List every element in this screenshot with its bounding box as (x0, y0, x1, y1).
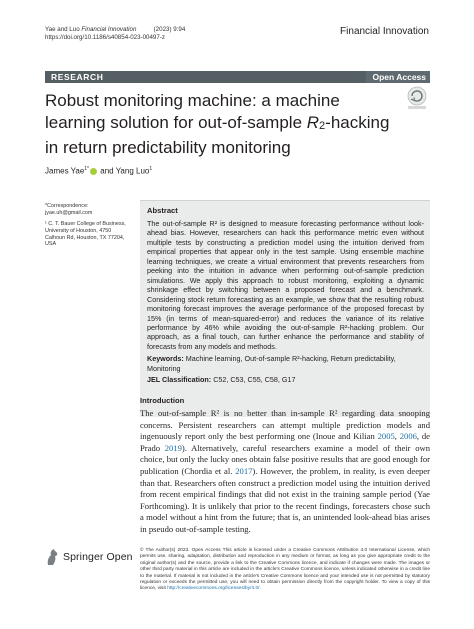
abstract-heading: Abstract (147, 206, 178, 215)
license-link[interactable]: http://creativecommons.org/licenses/by/4.0/ (167, 586, 260, 592)
ref-link-2019[interactable]: 2019 (164, 442, 182, 453)
author-1-sup: 1* (84, 166, 90, 172)
introduction-heading: Introduction (140, 396, 185, 405)
correspondence-block (45, 203, 131, 217)
correspondence-email[interactable]: jyae.uh@gmail.com (45, 209, 93, 216)
ref-link-2017[interactable]: 2017 (235, 465, 253, 476)
affiliation: ¹ C. T. Bauer College of Business, University of Houston, 4750 Calhoun Rd, Houston, TX 77204, USA (45, 221, 126, 248)
keywords-label: Keywords: (147, 354, 184, 364)
author-2-sup: 1 (149, 166, 153, 172)
intro-text-4: ). Alternatively, careful researchers examine a model of their own choice, but only the lucky ones obtain false positive results that are good enough for publication (Chordia et al. (140, 442, 430, 476)
running-header (45, 26, 185, 42)
title-sub: 2 (319, 120, 326, 132)
citation-authors: Yae and Luo (45, 26, 80, 33)
check-for-updates-icon[interactable] (405, 86, 429, 112)
title-italic: R (306, 113, 320, 132)
correspondence-label: *Correspondence: (45, 203, 89, 209)
license-body: © The Author(s) 2023. Open Access This article is licensed under a Creative Commons Attribution 4.0 International License, which permits use, sharing, adaptation, distribution and reproduction in any medium or format, as long as you give appropriate credit to the original author(s) and the source, provide a link to the Creative Commons licence, and indicate if changes were made. The images or other third party material in this article are included in the article's Creative Commons licence, unless indicated otherwise in a credit line to the material. If material is not included in the article's Creative Commons licence and your intended use is not permitted by statutory regulation or exceeds the permitted use, you will need to obtain permission directly from the copyright holder. To view a copy of this licence, visit (140, 548, 430, 592)
and-text: and (100, 166, 114, 176)
open-access-label: Open Access (366, 71, 430, 83)
intro-text-1: The out-of-sample R² is no better than in-sample R² regarding data snooping concerns. Persistent researchers can attempt multiple prediction models and ingenuously report only the best performing one (Inoue and Kilian (140, 408, 430, 442)
publisher-logo (45, 548, 135, 568)
author-2[interactable]: Yang Luo (115, 166, 150, 176)
title-part-1: Robust monitoring machine: a machine learning solution for out-of-sample (45, 91, 340, 132)
ref-link-2006[interactable]: 2006 (399, 431, 417, 442)
license-end: . (259, 586, 261, 592)
author-list (45, 166, 152, 176)
article-type-bar (45, 71, 430, 83)
jel-label: JEL Classification: (147, 375, 212, 385)
doi-link[interactable]: https://doi.org/10.1186/s40854-023-00497-z (45, 34, 165, 41)
article-type-label: RESEARCH (51, 72, 104, 82)
keywords-line (147, 354, 424, 373)
article-title (45, 90, 405, 159)
intro-text-5: ). However, the problem, in reality, is even deeper than that. Researchers often construct a prediction model using the intuition derived from recent empirical findings that did not exist in the training sample period (Yae Forthcoming). It is unlikely that prior to the recent findings, forecasters chose such a model without a hint from the future; that is, an unintended look-ahead bias arises in pseudo out-of-sample testing. (140, 465, 430, 534)
jel-line (147, 375, 424, 384)
introduction-paragraph (140, 408, 430, 536)
journal-name: Financial Innovation (340, 26, 429, 37)
citation-line (45, 26, 185, 34)
title-part-2: -hacking in return predictability monitoring (45, 113, 390, 157)
orcid-icon[interactable] (90, 168, 97, 175)
intro-text-3: , de Prado (140, 431, 430, 453)
citation-journal: Financial Innovation (81, 26, 137, 33)
intro-text-2: , (394, 431, 400, 442)
abstract-box (140, 200, 430, 417)
abstract-text: The out-of-sample R² is designed to measure forecasting performance without look-ahead bias. However, researchers can hack this performance metric even without multiple tests by constructing a prediction model using the intuition derived from empirical properties that appear only in the test sample. Using ensemble machine learning techniques, we create a virtual environment that prevents researchers from peeking into the intuition in advance when performing out-of-sample prediction simulations. We apply this approach to robust monitoring, exploiting a dynamic shrinkage effect by switching between a proposed forecast and a benchmark. Considering stock return forecasting as an example, we show that the resulting robust monitoring forecast improves the average performance of the proposed forecast by 15% (in terms of mean-squared-error) and reduces the variance of its relative performance by 46% while avoiding the out-of-sample R²-hacking problem. Our approach, as a final touch, can further enhance the performance and stability of forecasts from any models and methods. (147, 219, 424, 351)
author-1[interactable]: James Yae (45, 166, 85, 176)
springer-horse-icon (45, 548, 60, 566)
keywords-text: Machine learning, Out-of-sample R²-hacking, Return predictability, Monitoring (147, 354, 396, 373)
ref-link-2005[interactable]: 2005 (377, 431, 395, 442)
publisher-name: Springer Open (63, 551, 133, 563)
jel-text: C52, C53, C55, C58, G17 (213, 375, 296, 385)
license-text (140, 548, 430, 593)
citation-year-issue: (2023) 9:94 (153, 26, 186, 33)
